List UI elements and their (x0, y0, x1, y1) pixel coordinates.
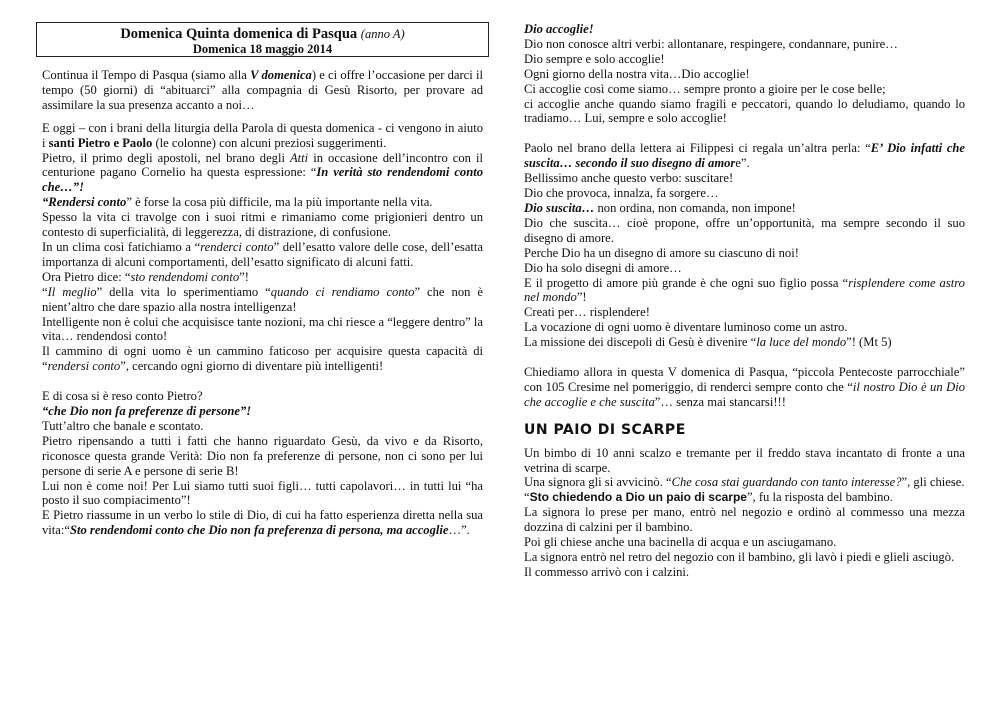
paragraph: E di cosa si è reso conto Pietro? (42, 389, 203, 404)
paragraph: Dio non conosce altri verbi: allontanare, respingere, condannare, punire… (524, 36, 898, 51)
paragraph: ci accoglie anche quando siamo fragili e peccatori, quando lo deludiamo, quando lo tradiamo… Lui, sempre e solo accoglie! (524, 96, 965, 126)
paragraph: “Rendersi conto” è forse la cosa più difficile, ma la più importante nella vita. (42, 195, 433, 210)
paragraph: Dio sempre e solo accoglie! (524, 51, 665, 66)
title-main: Domenica Quinta domenica di Pasqua (120, 26, 358, 42)
paragraph: “Il meglio” della vita lo sperimentiamo “quando ci rendiamo conto” che non è nient’altro che dare spazio alla nostra intelligenza! (42, 284, 484, 314)
left-column (42, 68, 483, 538)
paragraph: Dio accoglie! (524, 22, 594, 36)
paragraph: Spesso la vita ci travolge con i suoi ritmi e rimaniamo come prigionieri dentro un contesto di superficialità, di leggerezza, di distrazione, di confusione. (42, 210, 483, 240)
paragraph: Dio ha solo disegni di amore… (524, 260, 682, 275)
paragraph: E oggi – con i brani della liturgia della Parola di questa domenica - ci vengono in aiuto i santi Pietro e Paolo (le colonne) con alcuni preziosi suggerimenti. (42, 120, 483, 150)
story-paragraph: Una signora gli si avvicinò. “Che cosa stai guardando con tanto interesse?”, gli chiese. (524, 475, 965, 490)
story-paragraph: La signora lo prese per mano, entrò nel negozio e ordinò al commesso una mezza dozzina di calzini per il bambino. (524, 505, 965, 535)
paragraph: E il progetto di amore più grande è che ogni suo figlio possa “risplendere come astro nel mondo”! (524, 275, 965, 305)
paragraph: Dio che suscita… cioè propone, offre un’opportunità, ma sempre secondo il suo disegno di amore. (524, 215, 965, 245)
paragraph: Il cammino di ogni uomo è un cammino faticoso per acquisire questa capacità di “rendersi conto”, cercando ogni giorno di diventare più intelligenti! (42, 344, 483, 374)
paragraph: La vocazione di ogni uomo è diventare luminoso come un astro. (524, 320, 848, 335)
paragraph: Lui non è come noi! Per Lui siamo tutti suoi figli… tutti capolavori… in tutti lui “ha posto il suo compiacimento”! (42, 478, 483, 508)
paragraph: Pietro ripensando a tutti i fatti che hanno riguardato Gesù, da vivo e da Risorto, riconosce questa grande Verità: Dio non fa preferenze di persone, non ci sono per lui persone di serie A e persone di serie B! (42, 433, 483, 478)
paragraph: In un clima così fatichiamo a “renderci conto” dell’esatto valore delle cose, dell’esatta importanza di alcuni comportamenti, dell’esatto significato di alcuni fatti. (42, 239, 484, 269)
right-column (524, 22, 965, 580)
story-paragraph: La signora entrò nel retro del negozio con il bambino, gli lavò i piedi e glieli asciugò. (524, 550, 955, 564)
paragraph: E Pietro riassume in un verbo lo stile di Dio, di cui ha fatto esperienza diretta nella sua vita:“Sto rendendomi conto che Dio non fa preferenza di persona, ma accoglie…”. (42, 508, 483, 538)
paragraph: Ci accoglie così come siamo… sempre pronto a gioire per le cose belle; (524, 81, 886, 96)
intro-paragraph: Continua il Tempo di Pasqua (siamo alla V domenica) e ci offre l’occasione per darci il tempo (50 giorni) di “abituarci” alla compagnia di Gesù Risorto, per provare ad assimilare la sua presenza accanto a noi… (42, 68, 483, 112)
paragraph: Ora Pietro dice: “sto rendendomi conto”! (42, 269, 249, 284)
paragraph: Ogni giorno della nostra vita…Dio accoglie! (524, 66, 750, 81)
paragraph: Paolo nel brano della lettera ai Filippesi ci regala un’altra perla: “E’ Dio infatti che suscita… secondo il suo disegno di amore”. (524, 141, 966, 171)
story-title: UN PAIO DI SCARPE (524, 421, 686, 438)
paragraph: Dio suscita… non ordina, non comanda, non impone! (524, 200, 796, 215)
paragraph: Chiediamo allora in questa V domenica di Pasqua, “piccola Pentecoste parrocchiale” con 105 Cresime nel pomeriggio, di renderci sempre conto che “il nostro Dio è un Dio che accoglie e che suscita”… senza mai stancarsi!!! (524, 365, 965, 409)
title-box (36, 22, 489, 57)
page-date: Domenica 18 maggio 2014 (192, 42, 333, 56)
paragraph: Tutt’altro che banale e scontato. (42, 418, 204, 433)
paragraph: Bellissimo anche questo verbo: suscitare! (524, 171, 734, 186)
story-paragraph: Il commesso arrivò con i calzini. (524, 564, 690, 579)
paragraph: Dio che provoca, innalza, fa sorgere… (524, 186, 719, 201)
title-note: (anno A) (360, 27, 405, 41)
story-paragraph: “Sto chiedendo a Dio un paio di scarpe”, fu la risposta del bambino. (524, 490, 893, 505)
paragraph: Creati per… risplendere! (524, 305, 650, 320)
paragraph: Perche Dio ha un disegno di amore su ciascuno di noi! (524, 245, 799, 260)
paragraph: Intelligente non è colui che acquisisce tante nozioni, ma chi riesce a “leggere dentro” la vita… rendendosi conto! (42, 314, 483, 344)
paragraph: La missione dei discepoli di Gesù è divenire “la luce del mondo”! (Mt 5) (524, 335, 892, 350)
paragraph: Pietro, il primo degli apostoli, nel brano degli Atti in occasione dell’incontro con il centurione pagano Cornelio ha questa espressione: “In verità sto rendendomi conto che…”! (42, 150, 484, 195)
story-paragraph: Un bimbo di 10 anni scalzo e tremante per il freddo stava incantato di fronte a una vetrina di scarpe. (524, 445, 965, 475)
story-paragraph: Poi gli chiese anche una bacinella di acqua e un asciugamano. (524, 535, 837, 550)
page-title (37, 26, 488, 42)
paragraph: “che Dio non fa preferenze di persone”! (42, 404, 252, 419)
